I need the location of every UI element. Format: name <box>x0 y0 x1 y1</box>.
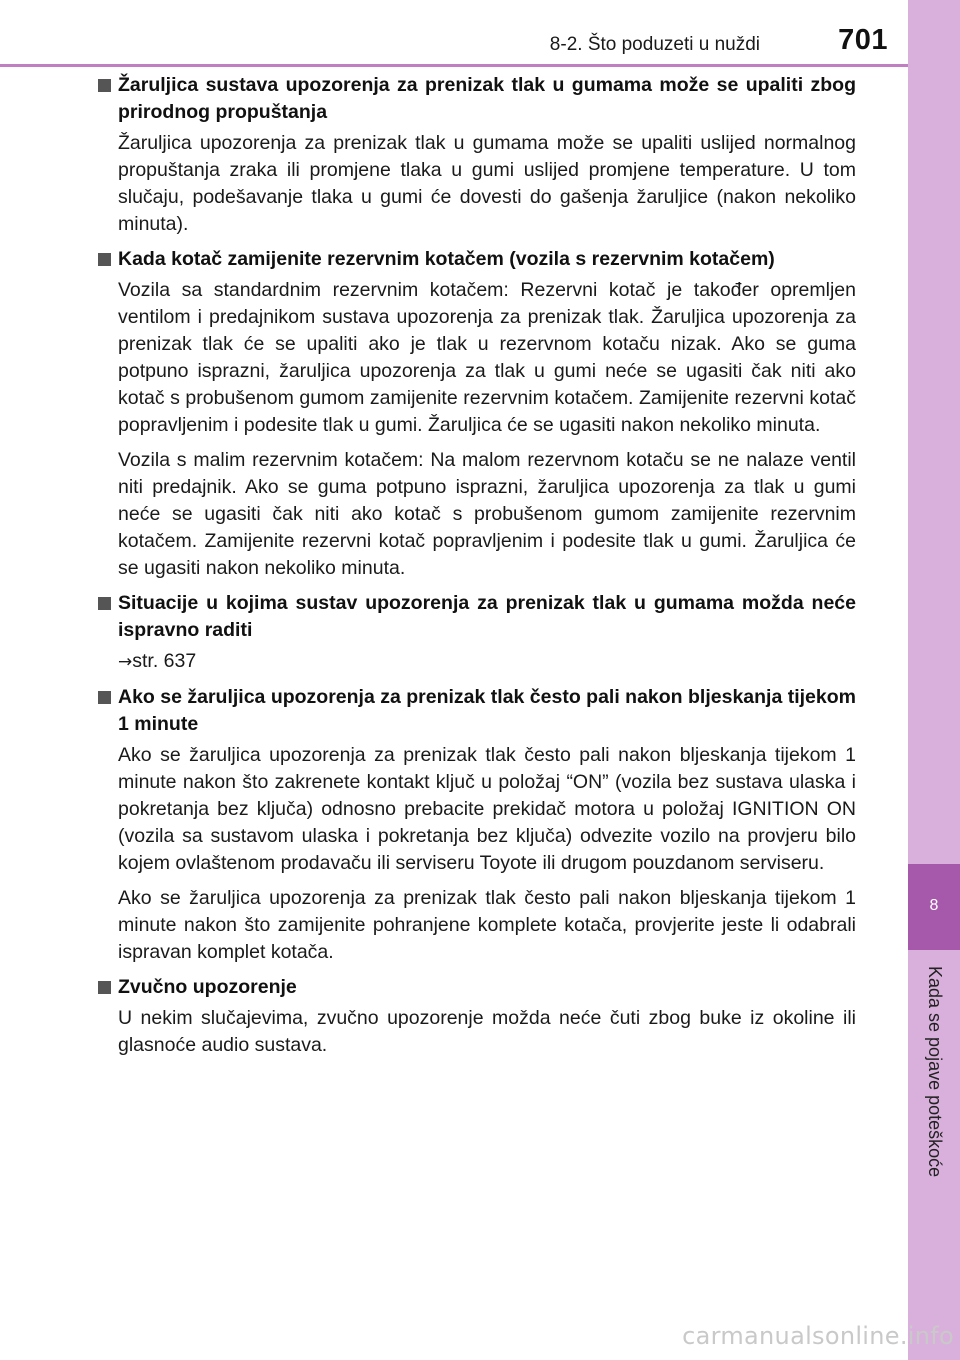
section-heading: Situacije u kojima sustav upozorenja za prenizak tlak u gumama možda neće ispravno raditi <box>96 590 856 644</box>
paragraph: Vozila sa standardnim rezervnim kotačem: Rezervni kotač je također opremljen ventilom i predajnikom sustava upozorenja za prenizak tlak. Žaruljica upozorenja za prenizak tlak će se upaliti ako je tlak u rezervnom kotaču nizak. Ako se guma potpuno isprazni, žaruljica upozorenja za tlak u gumi neće se ugasiti čak niti ako kotač s probušenom gumom zamijenite rezervnim kotačem. Zamijenite rezervni kotač popravljenim i podesite tlak u gumi. Žaruljica će se ugasiti nakon nekoliko minuta. <box>118 279 856 436</box>
section-title: 8-2. Što poduzeti u nuždi <box>549 34 760 55</box>
chapter-title: Kada se pojave poteškoće <box>925 966 945 1178</box>
paragraph: Vozila s malim rezervnim kotačem: Na malom rezervnom kotaču se ne nalaze ventil niti predajnik. Ako se guma potpuno isprazni, žaruljica upozorenja za tlak u gumi neće se ugasiti čak niti ako kotač s probušenom gumom zamijenite rezervnim kotačem. Zamijenite rezervni kotač popravljenim i podesite tlak u gumi. Žaruljica će se ugasiti nakon nekoliko minuta. <box>118 449 856 579</box>
square-bullet-icon <box>98 79 111 92</box>
page-header <box>0 0 908 66</box>
page-number: 701 <box>838 24 888 56</box>
section-heading: Žaruljica sustava upozorenja za prenizak tlak u gumama može se upaliti zbog prirodnog propuštanja <box>96 72 856 126</box>
square-bullet-icon <box>98 981 111 994</box>
chapter-number: 8 <box>929 897 939 914</box>
section-block <box>96 72 856 238</box>
section-heading: Kada kotač zamijenite rezervnim kotačem (vozila s rezervnim kotačem) <box>96 246 856 273</box>
chapter-side-tab <box>908 0 960 1360</box>
paragraph: Ako se žaruljica upozorenja za prenizak tlak često pali nakon bljeskanja tijekom 1 minute nakon što zamijenite pohranjene komplete kotača, provjerite jeste li odabrali ispravan komplet kotača. <box>118 887 856 963</box>
section-block <box>96 974 856 1059</box>
section-block <box>96 684 856 966</box>
section-heading: Ako se žaruljica upozorenja za prenizak tlak često pali nakon bljeskanja tijekom 1 minute <box>96 684 856 738</box>
section-block <box>96 590 856 676</box>
square-bullet-icon <box>98 691 111 704</box>
page-reference[interactable] <box>96 648 856 676</box>
page-content <box>96 72 856 1067</box>
square-bullet-icon <box>98 597 111 610</box>
square-bullet-icon <box>98 253 111 266</box>
page-reference-text[interactable]: str. 637 <box>132 650 197 672</box>
paragraph: U nekim slučajevima, zvučno upozorenje možda neće čuti zbog buke iz okoline ili glasnoće audio sustava. <box>118 1007 856 1056</box>
section-block <box>96 246 856 582</box>
paragraph: Ako se žaruljica upozorenja za prenizak tlak često pali nakon bljeskanja tijekom 1 minute nakon što zakrenete kontakt ključ u položaj “ON” (vozila bez sustava ulaska i pokretanja bez ključa) odnosno prebacite prekidač motora u položaj IGNITION ON (vozila sa sustavom ulaska i pokretanja bez ključa) odvezite vozilo na provjeru bilo kojem ovlaštenom prodavaču ili serviseru Toyote ili drugom pouzdanom serviseru. <box>118 744 856 874</box>
paragraph: Žaruljica upozorenja za prenizak tlak u gumama može se upaliti uslijed normalnog propuštanja zraka ili promjene tlaka u gumi uslijed promjene temperature. U tom slučaju, podešavanje tlaka u gumi će dovesti do gašenja žaruljice (nakon nekoliko minuta). <box>118 132 856 235</box>
arrow-right-icon: → <box>118 652 133 672</box>
section-heading: Zvučno upozorenje <box>96 974 856 1001</box>
header-rule <box>0 64 908 67</box>
watermark: carmanualsonline.info <box>682 1322 954 1350</box>
